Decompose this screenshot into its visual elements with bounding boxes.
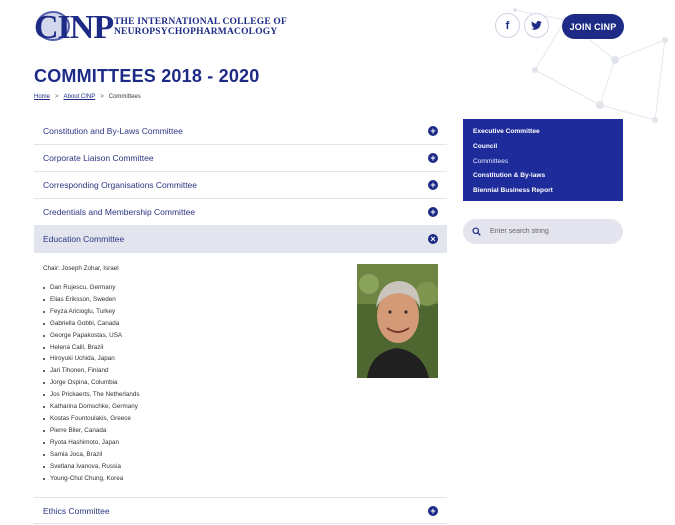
member-list <box>43 282 139 484</box>
list-item: George Papakostas, USA <box>43 330 139 342</box>
list-item: Samia Joca, Brazil <box>43 449 139 461</box>
breadcrumb-about-link[interactable]: About CINP <box>63 94 96 100</box>
twitter-icon <box>531 21 542 30</box>
accordion-item-constitution[interactable] <box>34 118 447 145</box>
education-committee-panel <box>34 254 447 497</box>
list-item: Pierre Blier, Canada <box>43 425 139 437</box>
accordion-item-credentials[interactable] <box>34 199 447 226</box>
list-item: Jos Prickaerts, The Netherlands <box>43 389 139 401</box>
page-title: COMMITTEES 2018 - 2020 <box>34 66 260 86</box>
logo-line-1: THE INTERNATIONAL COLLEGE OF <box>114 16 288 27</box>
facebook-icon: f <box>505 19 510 32</box>
breadcrumb-separator: > <box>100 94 104 100</box>
accordion-item-label: Ethics Committee <box>43 505 110 516</box>
list-item: Svetlana Ivanova, Russia <box>43 461 139 473</box>
sidebar-item-biennial-business-report[interactable]: Biennial Business Report <box>473 187 553 195</box>
list-item: Jari Tihonen, Finland <box>43 365 139 377</box>
close-circle-icon[interactable]: × <box>428 234 438 244</box>
breadcrumb-separator: > <box>55 94 59 100</box>
sidebar-item-constitution-bylaws[interactable]: Constitution & By-laws <box>473 172 546 180</box>
accordion-item-corporate-liaison[interactable] <box>34 145 447 172</box>
breadcrumb <box>34 94 141 100</box>
facebook-button[interactable] <box>495 13 520 38</box>
list-item: Hiroyuki Uchida, Japan <box>43 353 139 365</box>
logo-line-2: NEUROPSYCHOPHARMACOLOGY <box>114 27 278 37</box>
list-item: Gabriella Gobbi, Canada <box>43 318 139 330</box>
accordion-item-label: Corporate Liaison Committee <box>43 153 154 163</box>
accordion-item-label: Constitution and By-Laws Committee <box>43 126 183 136</box>
sidebar-nav <box>463 119 623 201</box>
join-cinp-button[interactable]: JOIN CINP <box>562 14 624 39</box>
search-input[interactable] <box>490 228 610 235</box>
list-item: Elias Eriksson, Sweden <box>43 294 139 306</box>
plus-circle-icon[interactable]: + <box>428 126 438 136</box>
plus-circle-icon[interactable]: + <box>428 506 438 516</box>
sidebar-item-council[interactable]: Council <box>473 142 498 150</box>
accordion-item-corresponding-organisations[interactable] <box>34 172 447 199</box>
list-item: Young-Chul Chung, Korea <box>43 473 139 485</box>
chair-portrait-photo <box>357 264 438 378</box>
search-icon <box>472 227 481 236</box>
committee-chair: Chair: Joseph Zohar, Israel <box>43 265 119 272</box>
list-item: Jorge Ospina, Columbia <box>43 377 139 389</box>
list-item: Ryota Hashimoto, Japan <box>43 437 139 449</box>
list-item: Kostas Fountoulakis, Greece <box>43 413 139 425</box>
sidebar-item-committees[interactable]: Committees <box>473 157 509 165</box>
list-item: Helena Calil, Brazil <box>43 342 139 354</box>
sidebar-item-executive-committee[interactable]: Executive Committee <box>473 128 540 135</box>
accordion-item-education[interactable] <box>34 226 447 253</box>
list-item: Katharina Domschke, Germany <box>43 401 139 413</box>
committee-accordion <box>34 118 447 253</box>
accordion-item-label: Corresponding Organisations Committee <box>43 180 198 190</box>
logo-mark: CINP <box>34 9 114 46</box>
twitter-button[interactable] <box>524 13 549 38</box>
plus-circle-icon[interactable]: + <box>428 207 438 217</box>
accordion-item-label: Credentials and Membership Committee <box>43 207 196 217</box>
accordion-item-ethics[interactable] <box>34 497 447 524</box>
accordion-item-label: Education Committee <box>43 234 125 244</box>
breadcrumb-current: Committees <box>108 94 141 100</box>
plus-circle-icon[interactable]: + <box>428 180 438 190</box>
logo-text <box>114 17 287 38</box>
list-item: Feyza Aricioglu, Turkey <box>43 306 139 318</box>
cinp-logo[interactable] <box>34 10 287 44</box>
list-item: Dan Rujescu, Germany <box>43 282 139 294</box>
plus-circle-icon[interactable]: + <box>428 153 438 163</box>
search-box[interactable] <box>463 219 623 244</box>
breadcrumb-home-link[interactable]: Home <box>34 94 51 100</box>
